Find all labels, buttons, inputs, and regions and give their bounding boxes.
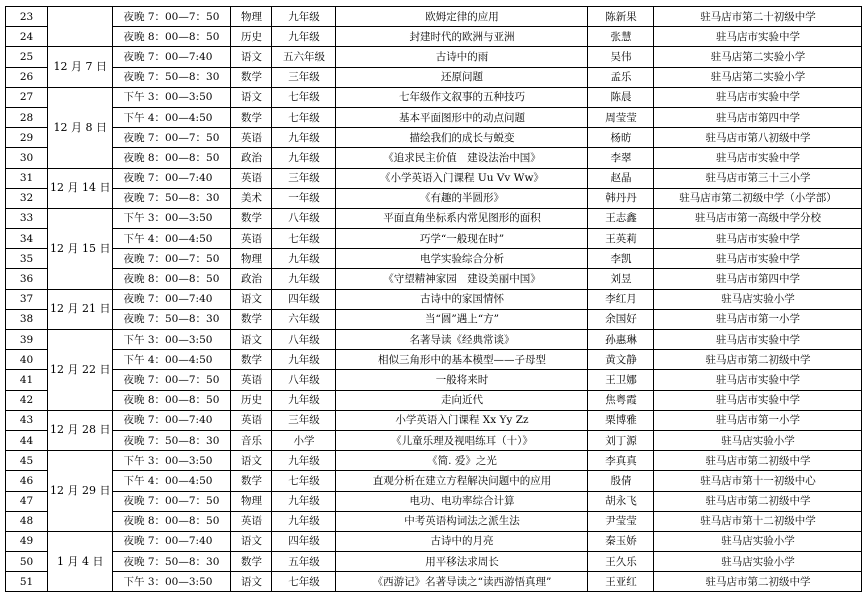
time-cell: 夜晚 7：00—7:40	[113, 410, 231, 430]
table-row	[6, 572, 862, 592]
date-cell: 1 月 4 日	[48, 531, 113, 592]
school-cell: 驻马店市实验中学	[654, 229, 862, 249]
school-cell: 驻马店实验小学	[654, 552, 862, 572]
row-number-cell: 48	[6, 511, 48, 531]
subject-cell: 数学	[231, 309, 272, 329]
subject-cell: 政治	[231, 148, 272, 168]
table-row	[6, 370, 862, 390]
table-row	[6, 531, 862, 551]
grade-cell: 八年级	[272, 330, 336, 350]
time-cell: 夜晚 7：00—7：50	[113, 128, 231, 148]
subject-cell: 语文	[231, 87, 272, 107]
date-cell	[48, 7, 113, 47]
school-cell: 驻马店市第四中学	[654, 107, 862, 127]
topic-cell: 用平移法求周长	[336, 552, 588, 572]
school-cell: 驻马店市第二初级中学	[654, 451, 862, 471]
topic-cell: 《简. 爱》之光	[336, 451, 588, 471]
time-cell: 下午 3：00—3:50	[113, 451, 231, 471]
time-cell: 夜晚 7：00—7:40	[113, 531, 231, 551]
topic-cell: 《有趣的半圆形》	[336, 188, 588, 208]
teacher-cell: 胡永飞	[588, 491, 654, 511]
table-row	[6, 451, 862, 471]
row-number-cell: 33	[6, 208, 48, 228]
subject-cell: 语文	[231, 330, 272, 350]
subject-cell: 物理	[231, 491, 272, 511]
teacher-cell: 刘昱	[588, 269, 654, 289]
topic-cell: 直观分析在建立方程解决问题中的应用	[336, 471, 588, 491]
date-cell: 12 月 15 日	[48, 208, 113, 289]
topic-cell: 七年级作文叙事的五种技巧	[336, 87, 588, 107]
row-number-cell: 31	[6, 168, 48, 188]
school-cell: 驻马店市第二初级中学	[654, 350, 862, 370]
topic-cell: 古诗中的月亮	[336, 531, 588, 551]
row-number-cell: 49	[6, 531, 48, 551]
table-row	[6, 269, 862, 289]
teacher-cell: 栗博雅	[588, 410, 654, 430]
subject-cell: 历史	[231, 390, 272, 410]
school-cell: 驻马店市第十一初级中心	[654, 471, 862, 491]
row-number-cell: 39	[6, 330, 48, 350]
grade-cell: 五六年级	[272, 47, 336, 67]
subject-cell: 数学	[231, 471, 272, 491]
grade-cell: 八年级	[272, 208, 336, 228]
topic-cell: 名著导读《经典常谈》	[336, 330, 588, 350]
table-row	[6, 511, 862, 531]
time-cell: 下午 4：00—4:50	[113, 350, 231, 370]
table-row	[6, 430, 862, 450]
grade-cell: 九年级	[272, 27, 336, 47]
grade-cell: 九年级	[272, 148, 336, 168]
table-row	[6, 289, 862, 309]
row-number-cell: 43	[6, 410, 48, 430]
subject-cell: 数学	[231, 67, 272, 87]
teacher-cell: 孙惠琳	[588, 330, 654, 350]
teacher-cell: 王英莉	[588, 229, 654, 249]
subject-cell: 语文	[231, 531, 272, 551]
grade-cell: 一年级	[272, 188, 336, 208]
table-row	[6, 471, 862, 491]
time-cell: 夜晚 7：50—8：30	[113, 309, 231, 329]
teacher-cell: 殷倩	[588, 471, 654, 491]
subject-cell: 英语	[231, 511, 272, 531]
teacher-cell: 韩丹丹	[588, 188, 654, 208]
teacher-cell: 周莹莹	[588, 107, 654, 127]
school-cell: 驻马店市实验中学	[654, 249, 862, 269]
date-cell: 12 月 21 日	[48, 289, 113, 329]
table-row	[6, 350, 862, 370]
schedule-table	[5, 6, 862, 592]
subject-cell: 音乐	[231, 430, 272, 450]
subject-cell: 英语	[231, 168, 272, 188]
school-cell: 驻马店市第四中学	[654, 269, 862, 289]
topic-cell: 小学英语入门课程 Xx Yy Zz	[336, 410, 588, 430]
topic-cell: 相似三角形中的基本模型——子母型	[336, 350, 588, 370]
grade-cell: 三年级	[272, 410, 336, 430]
row-number-cell: 35	[6, 249, 48, 269]
row-number-cell: 32	[6, 188, 48, 208]
grade-cell: 九年级	[272, 269, 336, 289]
school-cell: 驻马店市实验中学	[654, 27, 862, 47]
time-cell: 下午 3：00—3:50	[113, 330, 231, 350]
time-cell: 夜晚 7：50—8：30	[113, 552, 231, 572]
table-row	[6, 27, 862, 47]
grade-cell: 八年级	[272, 370, 336, 390]
table-row	[6, 552, 862, 572]
grade-cell: 九年级	[272, 7, 336, 27]
row-number-cell: 23	[6, 7, 48, 27]
date-cell: 12 月 8 日	[48, 87, 113, 168]
school-cell: 驻马店市实验中学	[654, 390, 862, 410]
topic-cell: 《儿童乐理及视唱练耳（十）》	[336, 430, 588, 450]
row-number-cell: 24	[6, 27, 48, 47]
row-number-cell: 37	[6, 289, 48, 309]
row-number-cell: 40	[6, 350, 48, 370]
date-cell: 12 月 7 日	[48, 47, 113, 87]
teacher-cell: 李真真	[588, 451, 654, 471]
topic-cell: 当“圆”遇上“方”	[336, 309, 588, 329]
school-cell: 驻马店实验小学	[654, 430, 862, 450]
teacher-cell: 秦玉娇	[588, 531, 654, 551]
school-cell: 驻马店市第二初级中学	[654, 491, 862, 511]
row-number-cell: 42	[6, 390, 48, 410]
topic-cell: 电学实验综合分析	[336, 249, 588, 269]
teacher-cell: 李凯	[588, 249, 654, 269]
teacher-cell: 赵晶	[588, 168, 654, 188]
row-number-cell: 45	[6, 451, 48, 471]
table-row	[6, 410, 862, 430]
time-cell: 夜晚 7：00—7：50	[113, 370, 231, 390]
grade-cell: 九年级	[272, 350, 336, 370]
topic-cell: 《小学英语入门课程 Uu Vv Ww》	[336, 168, 588, 188]
row-number-cell: 28	[6, 107, 48, 127]
subject-cell: 英语	[231, 410, 272, 430]
topic-cell: 还原问题	[336, 67, 588, 87]
table-row	[6, 168, 862, 188]
date-cell: 12 月 28 日	[48, 410, 113, 450]
time-cell: 下午 4：00—4:50	[113, 471, 231, 491]
row-number-cell: 29	[6, 128, 48, 148]
topic-cell: 一般将来时	[336, 370, 588, 390]
row-number-cell: 50	[6, 552, 48, 572]
topic-cell: 《追求民主价值 建设法治中国》	[336, 148, 588, 168]
teacher-cell: 焦粤霞	[588, 390, 654, 410]
teacher-cell: 王卫娜	[588, 370, 654, 390]
time-cell: 下午 3：00—3:50	[113, 572, 231, 592]
subject-cell: 政治	[231, 269, 272, 289]
teacher-cell: 王久乐	[588, 552, 654, 572]
subject-cell: 数学	[231, 107, 272, 127]
time-cell: 下午 3：00—3:50	[113, 87, 231, 107]
school-cell: 驻马店市实验中学	[654, 330, 862, 350]
time-cell: 夜晚 7：50—8：30	[113, 67, 231, 87]
teacher-cell: 李翠	[588, 148, 654, 168]
school-cell: 驻马店实验小学	[654, 289, 862, 309]
row-number-cell: 44	[6, 430, 48, 450]
school-cell: 驻马店市第一小学	[654, 309, 862, 329]
row-number-cell: 36	[6, 269, 48, 289]
table-row	[6, 491, 862, 511]
time-cell: 夜晚 7：00—7：50	[113, 7, 231, 27]
subject-cell: 数学	[231, 552, 272, 572]
subject-cell: 英语	[231, 128, 272, 148]
table-row	[6, 390, 862, 410]
time-cell: 夜晚 8：00—8：50	[113, 269, 231, 289]
row-number-cell: 51	[6, 572, 48, 592]
school-cell: 驻马店市实验中学	[654, 87, 862, 107]
table-row	[6, 148, 862, 168]
school-cell: 驻马店市实验中学	[654, 370, 862, 390]
table-row	[6, 188, 862, 208]
grade-cell: 九年级	[272, 511, 336, 531]
table-row	[6, 107, 862, 127]
school-cell: 驻马店第二实验小学	[654, 67, 862, 87]
time-cell: 夜晚 8：00—8：50	[113, 27, 231, 47]
row-number-cell: 38	[6, 309, 48, 329]
school-cell: 驻马店市第二初级中学	[654, 572, 862, 592]
teacher-cell: 王志鑫	[588, 208, 654, 228]
grade-cell: 三年级	[272, 67, 336, 87]
teacher-cell: 陈新果	[588, 7, 654, 27]
table-row	[6, 208, 862, 228]
grade-cell: 七年级	[272, 229, 336, 249]
school-cell: 驻马店市实验中学	[654, 148, 862, 168]
topic-cell: 《西游记》名著导读之“读西游悟真理”	[336, 572, 588, 592]
time-cell: 夜晚 7：00—7:40	[113, 168, 231, 188]
teacher-cell: 刘丁源	[588, 430, 654, 450]
school-cell: 驻马店实验小学	[654, 531, 862, 551]
subject-cell: 物理	[231, 7, 272, 27]
time-cell: 下午 4：00—4:50	[113, 107, 231, 127]
table-row	[6, 309, 862, 329]
school-cell: 驻马店市第二十初级中学	[654, 7, 862, 27]
teacher-cell: 陈晨	[588, 87, 654, 107]
time-cell: 夜晚 8：00—8：50	[113, 511, 231, 531]
subject-cell: 物理	[231, 249, 272, 269]
topic-cell: 走向近代	[336, 390, 588, 410]
subject-cell: 英语	[231, 229, 272, 249]
time-cell: 夜晚 7：00—7:40	[113, 289, 231, 309]
grade-cell: 七年级	[272, 471, 336, 491]
table-row	[6, 330, 862, 350]
topic-cell: 基本平面图形中的动点问题	[336, 107, 588, 127]
teacher-cell: 黄文静	[588, 350, 654, 370]
grade-cell: 九年级	[272, 128, 336, 148]
date-cell: 12 月 29 日	[48, 451, 113, 532]
grade-cell: 五年级	[272, 552, 336, 572]
subject-cell: 数学	[231, 208, 272, 228]
school-cell: 驻马店市第八初级中学	[654, 128, 862, 148]
grade-cell: 小学	[272, 430, 336, 450]
table-row	[6, 249, 862, 269]
school-cell: 驻马店市第十二初级中学	[654, 511, 862, 531]
time-cell: 下午 4：00—4:50	[113, 229, 231, 249]
date-cell: 12 月 14 日	[48, 168, 113, 208]
grade-cell: 九年级	[272, 491, 336, 511]
subject-cell: 英语	[231, 370, 272, 390]
time-cell: 夜晚 7：50—8：30	[113, 430, 231, 450]
teacher-cell: 张慧	[588, 27, 654, 47]
row-number-cell: 41	[6, 370, 48, 390]
time-cell: 夜晚 7：50—8：30	[113, 188, 231, 208]
teacher-cell: 王亚红	[588, 572, 654, 592]
school-cell: 驻马店市第二初级中学（小学部）	[654, 188, 862, 208]
topic-cell: 古诗中的家国情怀	[336, 289, 588, 309]
time-cell: 夜晚 8：00—8：50	[113, 148, 231, 168]
grade-cell: 九年级	[272, 451, 336, 471]
subject-cell: 数学	[231, 350, 272, 370]
grade-cell: 四年级	[272, 531, 336, 551]
teacher-cell: 孟乐	[588, 67, 654, 87]
grade-cell: 七年级	[272, 572, 336, 592]
date-cell: 12 月 22 日	[48, 330, 113, 411]
grade-cell: 九年级	[272, 390, 336, 410]
row-number-cell: 46	[6, 471, 48, 491]
table-row	[6, 7, 862, 27]
row-number-cell: 27	[6, 87, 48, 107]
teacher-cell: 杨昉	[588, 128, 654, 148]
row-number-cell: 47	[6, 491, 48, 511]
grade-cell: 七年级	[272, 107, 336, 127]
time-cell: 夜晚 7：00—7:40	[113, 47, 231, 67]
teacher-cell: 吴伟	[588, 47, 654, 67]
time-cell: 下午 3：00—3:50	[113, 208, 231, 228]
school-cell: 驻马店市第一小学	[654, 410, 862, 430]
subject-cell: 美术	[231, 188, 272, 208]
table-row	[6, 67, 862, 87]
table-row	[6, 47, 862, 67]
subject-cell: 语文	[231, 289, 272, 309]
topic-cell: 描绘我们的成长与蜕变	[336, 128, 588, 148]
topic-cell: 古诗中的雨	[336, 47, 588, 67]
topic-cell: 平面直角坐标系内常见图形的面积	[336, 208, 588, 228]
time-cell: 夜晚 7：00—7：50	[113, 491, 231, 511]
grade-cell: 六年级	[272, 309, 336, 329]
time-cell: 夜晚 8：00—8：50	[113, 390, 231, 410]
table-row	[6, 229, 862, 249]
grade-cell: 四年级	[272, 289, 336, 309]
topic-cell: 巧学“一般现在时”	[336, 229, 588, 249]
grade-cell: 九年级	[272, 249, 336, 269]
row-number-cell: 26	[6, 67, 48, 87]
table-row	[6, 87, 862, 107]
row-number-cell: 30	[6, 148, 48, 168]
subject-cell: 语文	[231, 572, 272, 592]
topic-cell: 欧姆定律的应用	[336, 7, 588, 27]
topic-cell: 电功、电功率综合计算	[336, 491, 588, 511]
row-number-cell: 25	[6, 47, 48, 67]
row-number-cell: 34	[6, 229, 48, 249]
school-cell: 驻马店市第三十三小学	[654, 168, 862, 188]
topic-cell: 《守望精神家园 建设美丽中国》	[336, 269, 588, 289]
school-cell: 驻马店市第一高级中学分校	[654, 208, 862, 228]
time-cell: 夜晚 7：00—7：50	[113, 249, 231, 269]
school-cell: 驻马店第二实验小学	[654, 47, 862, 67]
teacher-cell: 余国好	[588, 309, 654, 329]
grade-cell: 三年级	[272, 168, 336, 188]
teacher-cell: 李红月	[588, 289, 654, 309]
teacher-cell: 尹莹莹	[588, 511, 654, 531]
topic-cell: 中考英语构词法之派生法	[336, 511, 588, 531]
grade-cell: 七年级	[272, 87, 336, 107]
subject-cell: 历史	[231, 27, 272, 47]
topic-cell: 封建时代的欧洲与亚洲	[336, 27, 588, 47]
table-row	[6, 128, 862, 148]
subject-cell: 语文	[231, 451, 272, 471]
subject-cell: 语文	[231, 47, 272, 67]
